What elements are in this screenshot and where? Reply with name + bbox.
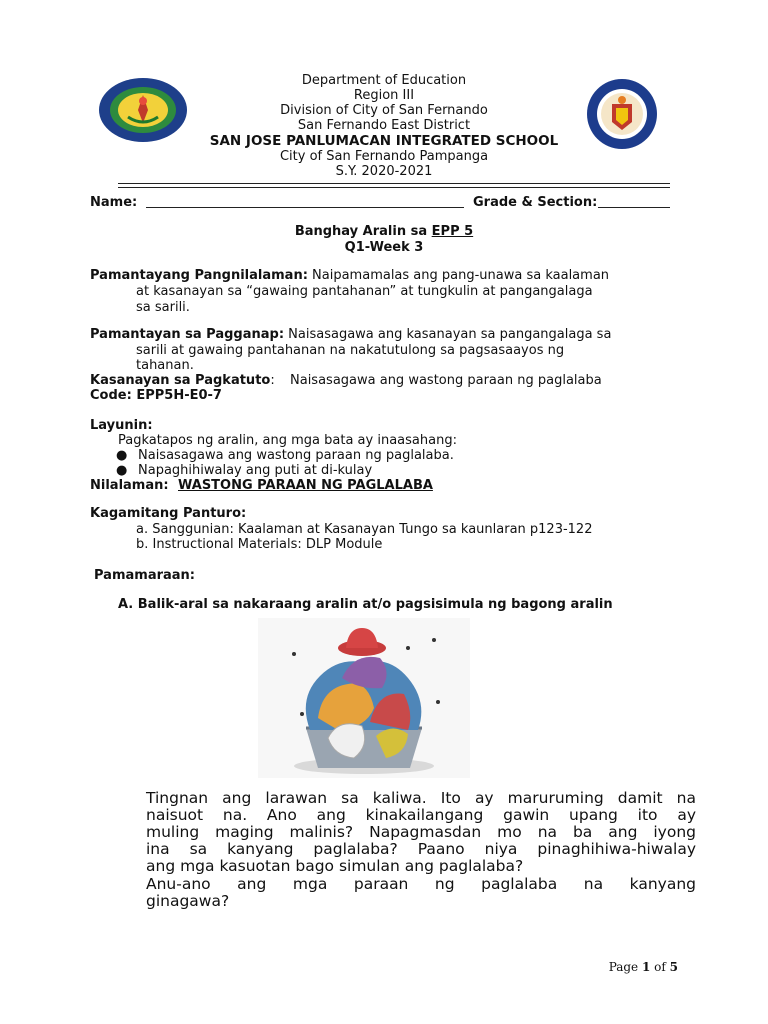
dirty-clothes-illustration (258, 618, 470, 778)
objective-item-2: ● Napaghihiwalay ang puti at di-kulay (116, 463, 373, 478)
lesson-title-prefix: Banghay Aralin sa (294, 224, 432, 239)
content-standard-line2: at kasanayan sa “gawaing pantahanan” at tungkulin at pangangalaga (136, 284, 593, 299)
materials-item-b: b. Instructional Materials: DLP Module (136, 537, 383, 552)
story-line-1: Tingnan ang larawan sa kaliwa. Ito ay maruruming damit na (146, 789, 696, 807)
content-topic (90, 478, 169, 494)
content-standard-label: Pamantayang Pangnilalaman: (90, 268, 308, 283)
story-line-5: ang mga kasuotan bago simulan ang paglalaba? (146, 857, 524, 875)
header-region: Region III (353, 88, 415, 103)
materials-item-a: a. Sanggunian: Kaalaman at Kasanayan Tungo sa kaunlaran p123-122 (136, 522, 593, 537)
story-line-3: muling maging malinis? Napagmasdan mo na ba ang iyong (146, 823, 696, 841)
learning-competency-label: Kasanayan sa Pagkatuto (90, 373, 271, 388)
procedure-label: Pamamaraan: (94, 568, 195, 583)
learning-competency: Kasanayan sa Pagkatuto: (90, 373, 275, 388)
procedure-section-a: A. Balik-aral sa nakaraang aralin at/o pagsisimula ng bagong aralin (118, 597, 613, 612)
competency-code: Code: EPP5H-E0-7 (90, 388, 222, 403)
bullet-icon: ● (116, 448, 128, 463)
grade-section-blank-line[interactable] (598, 207, 670, 208)
performance-standard-line3: tahanan. (136, 358, 194, 373)
lesson-subject: EPP 5 (431, 224, 474, 239)
performance-standard-line2: sarili at gawaing pantahanan na nakatutulong sa pagsasaayos ng (136, 343, 565, 358)
page-number: Page 1 of 5 (608, 960, 678, 974)
objectives-label: Layunin: (90, 418, 153, 433)
objectives-intro: Pagkatapos ng aralin, ang mga bata ay inaasahang: (118, 433, 457, 448)
materials-label: Kagamitang Panturo: (90, 506, 247, 521)
story-line-6: Anu-ano ang mga paraan ng paglalaba na kanyang (146, 875, 696, 893)
name-blank-line[interactable] (146, 207, 464, 208)
lesson-title (0, 224, 768, 240)
story-line-2: naisuot na. Ano ang kinakailangang gawin upang ito ay (146, 806, 696, 824)
header-department: Department of Education (301, 73, 467, 88)
bullet-icon: ● (116, 463, 128, 478)
content-standard-line3: sa sarili. (136, 300, 190, 315)
header-city: City of San Fernando Pampanga (279, 149, 489, 164)
header-rule-bottom (118, 187, 670, 188)
story-line-4: ina sa kanyang paglalaba? Paano niya pinaghihiwa-hiwalay (146, 840, 696, 858)
grade-section-label: Grade & Section: (473, 195, 598, 210)
header-division: Division of City of San Fernando (280, 103, 488, 118)
content-topic-label: Nilalaman: (90, 478, 169, 493)
content-topic-value: WASTONG PARAAN NG PAGLALABA (178, 478, 433, 493)
performance-standard-label: Pamantayan sa Pagganap: (90, 327, 285, 342)
learning-competency-text: Naisasagawa ang wastong paraan ng paglalaba (290, 373, 602, 388)
header-school-year: S.Y. 2020-2021 (335, 164, 433, 179)
content-standard-line1: Pamantayang Pangnilalaman: Naipamamalas ang pang-unawa sa kaalaman (90, 268, 610, 283)
story-line-7: ginagawa? (146, 892, 230, 910)
name-label: Name: (90, 195, 138, 210)
header-district: San Fernando East District (297, 118, 471, 133)
performance-standard-line1: Pamantayan sa Pagganap: Naisasagawa ang kasanayan sa pangangalaga sa (90, 327, 612, 342)
objective-item-1: ● Naisasagawa ang wastong paraan ng paglalaba. (116, 448, 454, 463)
lesson-week: Q1-Week 3 (344, 240, 424, 255)
header-rule-top (118, 183, 670, 184)
header-school-name: SAN JOSE PANLUMACAN INTEGRATED SCHOOL (209, 133, 559, 149)
